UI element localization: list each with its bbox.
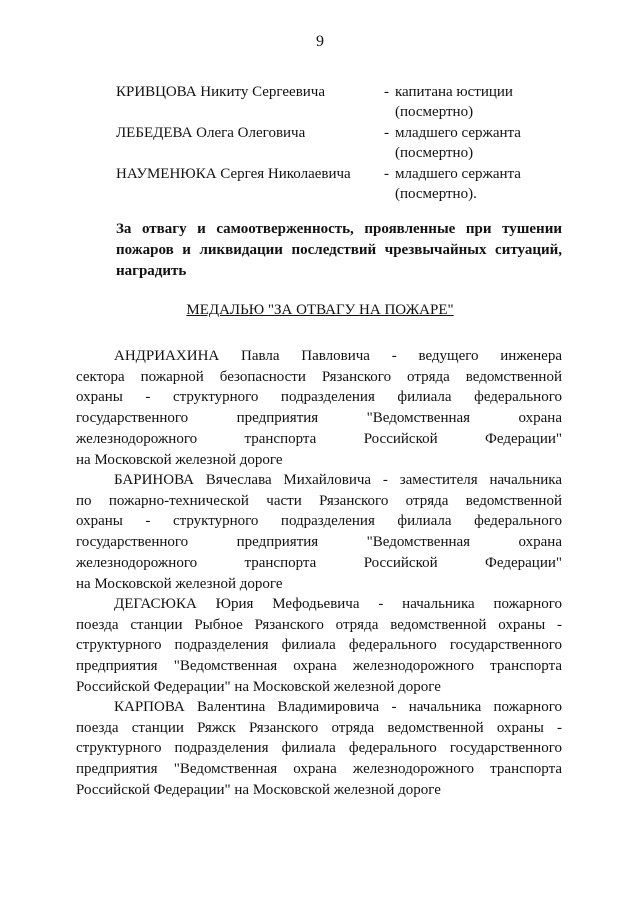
paragraph-line: сектора пожарной безопасности Рязанского отряда ведомственной xyxy=(76,368,562,385)
award-paragraph xyxy=(76,470,562,594)
paragraph-line: железнодорожного транспорта Российской Федерации" xyxy=(76,430,562,447)
paragraph-line: поезда станции Ряжск Рязанского отряда ведомственной охраны - xyxy=(76,719,562,736)
awardee-rank: младшего сержанта xyxy=(395,125,521,141)
awardee-note: (посмертно) xyxy=(395,145,474,161)
paragraph-line: охраны - структурного подразделения филиала федерального xyxy=(76,513,562,530)
paragraph-line: предприятия "Ведомственная охрана железнодорожного транспорта xyxy=(76,658,562,675)
paragraph-line: на Московской железной дороге xyxy=(76,575,283,592)
awardee-name: ЛЕБЕДЕВА Олега Олеговича xyxy=(116,125,306,141)
award-paragraph xyxy=(76,594,562,698)
awardee-dash: - xyxy=(384,166,389,182)
paragraph-line: АНДРИАХИНА Павла Павловича - ведущего инженера xyxy=(114,348,562,364)
page-number: 9 xyxy=(316,33,324,50)
paragraph-line: ДЕГАСЮКА Юрия Мефодьевича - начальника пожарного xyxy=(114,596,562,612)
paragraph-line: КАРПОВА Валентина Владимировича - начальника пожарного xyxy=(114,699,562,715)
award-paragraph xyxy=(76,697,562,801)
paragraph-line: государственного предприятия "Ведомственная охрана xyxy=(76,410,562,427)
decision-line: наградить xyxy=(116,263,187,279)
awardee-rank: капитана юстиции xyxy=(395,84,513,100)
paragraph-line: предприятия "Ведомственная охрана железнодорожного транспорта xyxy=(76,761,562,778)
awardee-note: (посмертно) xyxy=(395,104,474,120)
awardee-rank: младшего сержанта xyxy=(395,166,521,182)
awardee-dash: - xyxy=(384,84,389,100)
paragraph-line: структурного подразделения филиала федерального государственного xyxy=(76,740,562,757)
medal-title: МЕДАЛЬЮ "ЗА ОТВАГУ НА ПОЖАРЕ" xyxy=(186,302,454,318)
paragraph-line: по пожарно-технической части Рязанского отряда ведомственной xyxy=(76,492,562,509)
paragraph-line: БАРИНОВА Вячеслава Михайловича - заместителя начальника xyxy=(114,472,562,488)
awardee-dash: - xyxy=(384,125,389,141)
award-decision xyxy=(116,219,562,282)
paragraph-line: охраны - структурного подразделения филиала федерального xyxy=(76,389,562,406)
awardee-note: (посмертно). xyxy=(395,186,477,202)
paragraph-line: Российской Федерации" на Московской железной дороге xyxy=(76,678,441,695)
award-paragraph xyxy=(76,346,562,470)
decision-line: За отвагу и самоотверженность, проявленные при тушении xyxy=(116,221,562,237)
awardee-name: КРИВЦОВА Никиту Сергеевича xyxy=(116,84,326,100)
paragraph-line: поезда станции Рыбное Рязанского отряда ведомственной охраны - xyxy=(76,616,562,633)
paragraph-line: на Московской железной дороге xyxy=(76,451,283,468)
paragraph-line: Российской Федерации" на Московской железной дороге xyxy=(76,781,441,798)
paragraph-line: железнодорожного транспорта Российской Федерации" xyxy=(76,554,562,571)
awardee-name: НАУМЕНЮКА Сергея Николаевича xyxy=(116,166,351,182)
decision-line: пожаров и ликвидации последствий чрезвычайных ситуаций, xyxy=(116,242,562,258)
paragraph-line: государственного предприятия "Ведомственная охрана xyxy=(76,534,562,551)
paragraph-line: структурного подразделения филиала федерального государственного xyxy=(76,637,562,654)
